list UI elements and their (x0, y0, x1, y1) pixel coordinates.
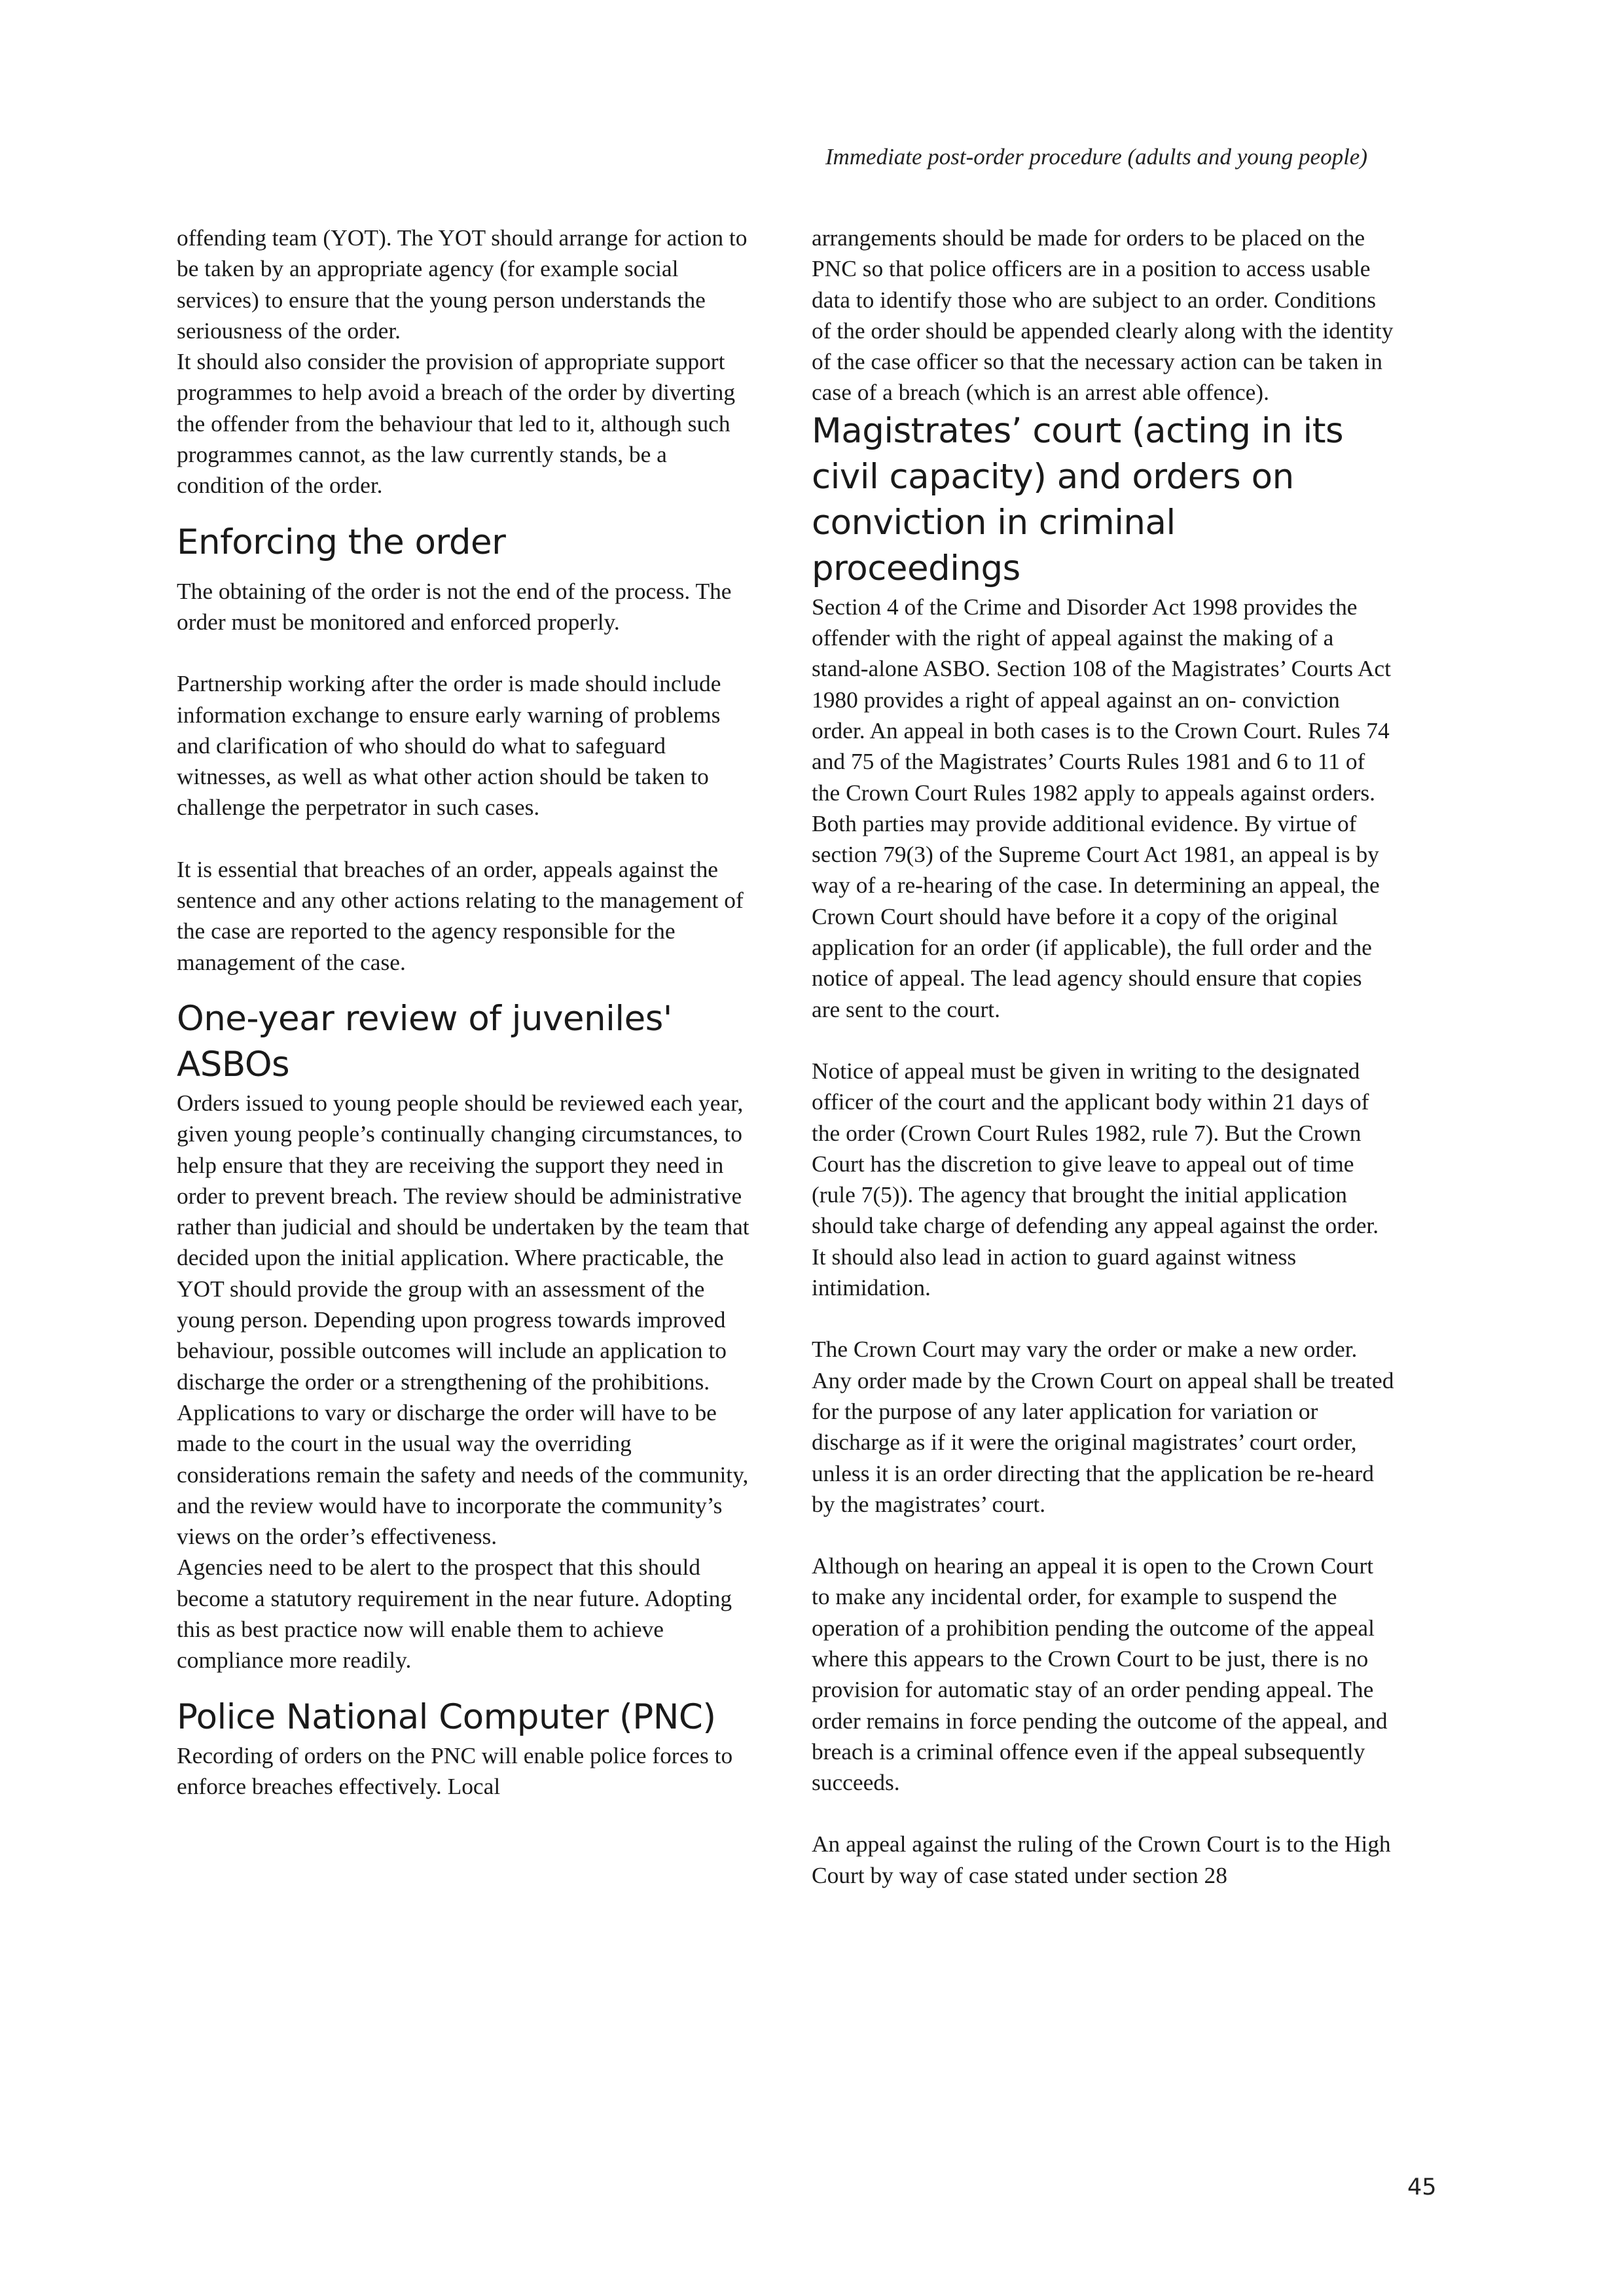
paragraph: arrangements should be made for orders to be placed on the PNC so that police officers are in a position to access usable data to identify those who are subject to an order. Conditions of the order should be appended clearly along with the identity of the case officer so that the necessary action can be taken in case of a breach (which is an arrest able offence). (812, 224, 1394, 406)
paragraph: Orders issued to young people should be reviewed each year, given young people’s continually changing circumstances, to help ensure that they are receiving the support they need in order to prevent breach. The review should be administrative rather than judicial and should be undertaken by the team that decided upon the initial application. Where practicable, the YOT should provide the group with an assessment of the young person. Depending upon progress towards improved behaviour, possible outcomes will include an application to discharge the order or a strengthening of the prohibitions. Applications to vary or discharge the order will have to be made to the court in the usual way the overriding considerations remain the safety and needs of the community, and the review would have to incorporate the community’s views on the order’s effectiveness. (177, 1089, 749, 1550)
section-heading-review: One-year review of juveniles' ASBOs (177, 998, 672, 1085)
left-column (177, 223, 759, 1802)
paragraph: Notice of appeal must be given in writing to the designated officer of the court and the applicant body within 21 days of the order (Crown Court Rules 1982, rule 7). But the Crown Court has the discretion to give leave to appeal out of time (rule 7(5)). The agency that brought the initial application should take charge of defending any appeal against the order. It should also lead in action to guard against witness intimidation. (812, 1057, 1379, 1301)
paragraph: Although on hearing an appeal it is open to the Crown Court to make any incidental order, for example to suspend the operation of a prohibition pending the outcome of the appeal where this appears to the Crown Court to be just, there is no provision for automatic stay of an order pending appeal. The order remains in force pending the outcome of the appeal, and breach is a criminal offence even if the appeal subsequently succeeds. (812, 1552, 1388, 1796)
section-heading-magistrates: Magistrates’ court (acting in its civil capacity) and orders on conviction in criminal proceedings (812, 410, 1344, 588)
paragraph: It is essential that breaches of an order, appeals against the sentence and any other actions relating to the management of the case are reported to the agency responsible for the management of the case. (177, 855, 744, 975)
running-header: Immediate post-order procedure (adults and young people) (825, 144, 1367, 170)
paragraph: Section 4 of the Crime and Disorder Act 1998 provides the offender with the right of appeal against the making of a stand-alone ASBO. Section 108 of the Magistrates’ Courts Act 1980 provides a right of appeal against an on- conviction order. An appeal in both cases is to the Crown Court. Rules 74 and 75 of the Magistrates’ Courts Rules 1981 and 6 to 11 of the Crown Court Rules 1982 apply to appeals against orders. Both parties may provide additional evidence. By virtue of section 79(3) of the Supreme Court Act 1981, an appeal is by way of a re-hearing of the case. In determining an appeal, the Crown Court should have before it a copy of the original application for an order (if applicable), the full order and the notice of appeal. The lead agency should ensure that copies are sent to the court. (812, 593, 1391, 1022)
right-column (812, 223, 1394, 1891)
paragraph: The obtaining of the order is not the end of the process. The order must be monitored and enforced properly. (177, 577, 732, 635)
paragraph: It should also consider the provision of appropriate support programmes to help avoid a breach of the order by diverting the offender from the behaviour that led to it, although such programmes cannot, as the law currently stands, be a condition of the order. (177, 348, 736, 499)
paragraph: Agencies need to be alert to the prospect that this should become a statutory requirement in the near future. Adopting this as best practice now will enable them to achieve compliance more readily. (177, 1554, 732, 1674)
paragraph: Recording of orders on the PNC will enable police forces to enforce breaches effectively. Local (177, 1742, 733, 1799)
section-heading-pnc: Police National Computer (PNC) (177, 1696, 716, 1737)
paragraph: offending team (YOT). The YOT should arrange for action to be taken by an appropriate agency (for example social services) to ensure that the young person understands the seriousness of the order. (177, 224, 748, 344)
page-number: 45 (1407, 2174, 1437, 2200)
paragraph: Partnership working after the order is made should include information exchange to ensure early warning of problems and clarification of who should do what to safeguard witnesses, as well as what other action should be taken to challenge the perpetrator in such cases. (177, 670, 721, 821)
paragraph: An appeal against the ruling of the Crown Court is to the High Court by way of case stated under section 28 (812, 1831, 1391, 1888)
section-heading-enforcing: Enforcing the order (177, 522, 506, 562)
paragraph: The Crown Court may vary the order or make a new order. Any order made by the Crown Court on appeal shall be treated for the purpose of any later application for variation or discharge as if it were the original magistrates’ court order, unless it is an order directing that the application be re-heard by the magistrates’ court. (812, 1336, 1394, 1517)
